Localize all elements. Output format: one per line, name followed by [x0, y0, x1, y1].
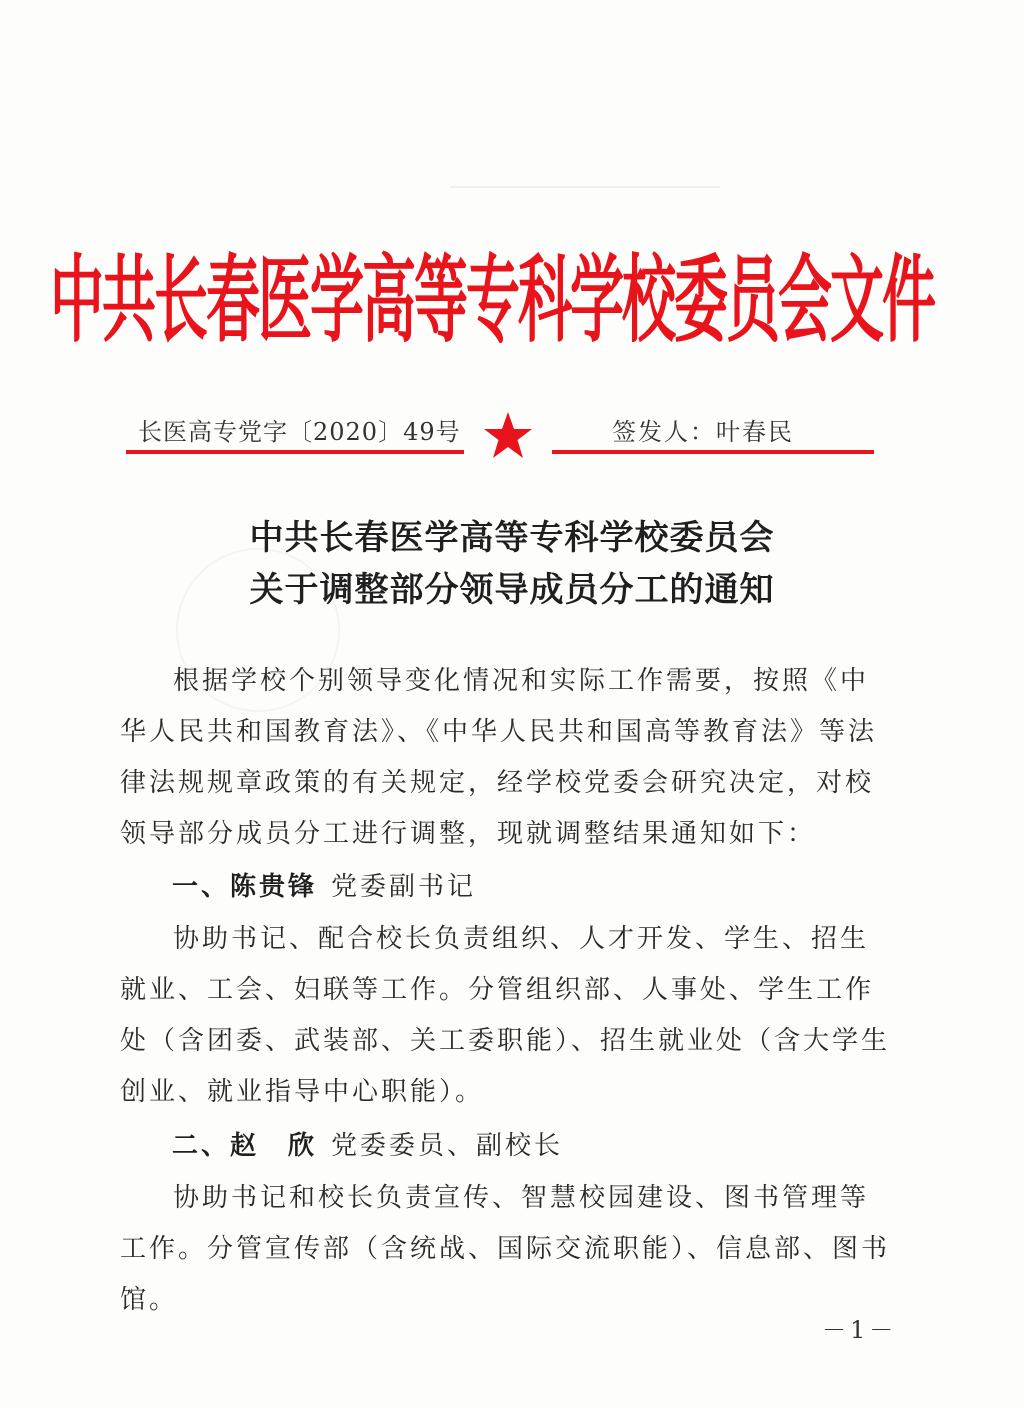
section-number: 一、: [172, 872, 231, 902]
section-paragraph-1: 协助书记、配合校长负责组织、人才开发、学生、招生就业、工会、妇联等工作。分管组织部、人事处、学生工作处（含团委、武装部、关工委职能）、招生就业处（含大学生创业、就业指导中心职能）。: [120, 924, 891, 1107]
red-rule-right: [552, 450, 874, 454]
leader-position: 党委副书记: [331, 872, 477, 902]
leader-name: 陈贵锋: [230, 872, 318, 902]
notice-title-line1: 中共长春医学高等专科学校委员会: [249, 518, 775, 558]
page-number: －1－: [822, 1316, 898, 1344]
star-icon: [482, 410, 534, 462]
signer-label: 签发人：: [612, 418, 716, 446]
section-number: 二、: [172, 1131, 231, 1161]
section-heading-1: [172, 862, 476, 913]
notice-title-line2: 关于调整部分领导成员分工的通知: [249, 570, 775, 610]
leader-name: 赵 欣: [230, 1131, 318, 1161]
intro-paragraph: 根据学校个别领导变化情况和实际工作需要，按照《中华人民共和国教育法》、《中华人民共和国高等教育法》等法律法规规章政策的有关规定，经学校党委会研究决定，对校领导部分成员分工进行调整，现就调整结果通知如下：: [120, 666, 878, 849]
masthead-title: 中共长春医学高等专科学校委员会文件: [50, 243, 934, 355]
red-rule-left: [126, 450, 464, 454]
document-number: 长医高专党字〔2020〕49号: [138, 418, 461, 446]
document-info-row: [126, 404, 886, 464]
leader-position: 党委委员、副校长: [331, 1131, 564, 1161]
signer-name: 叶春民: [716, 418, 794, 446]
section-heading-2: [172, 1121, 563, 1172]
signer: [612, 412, 794, 447]
section-paragraph-2: 协助书记和校长负责宣传、智慧校园建设、图书管理等工作。分管宣传部（含统战、国际交流职能）、信息部、图书馆。: [120, 1183, 891, 1315]
